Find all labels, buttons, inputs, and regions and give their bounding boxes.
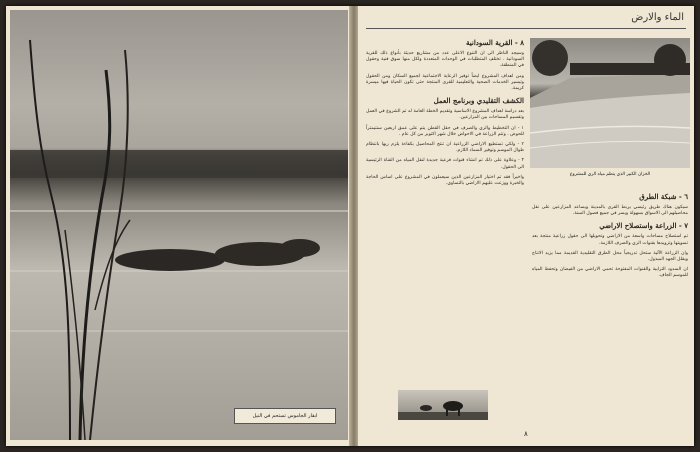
header-rule [366,28,686,29]
magazine-spread [6,6,694,446]
section-title-roads: ٦ - شبكة الطرق [639,192,688,201]
paragraph: سيكون هناك طريق رئيسي يربط القرى بالمدينة ويساعد المزارعين على نقل محاصيلهم الى الاسواق بسهولة ويسر في جميع فصول السنة. [532,205,688,217]
paragraph: ومن اهداف المشروع ايضاً توفير الرعاية الاجتماعية لجميع السكان ومن الحقول وتيسير الخدمات الصحية والتعليمية للقرى المنتجة حتى تكون الحياة فيها ميسرة كريمة. [366,73,524,92]
paragraph: ان السدود الترابية والقنوات المفتوحة تحمي الاراضي من الفيضان وتحفظ المياه للموسم الجاف. [532,267,688,279]
section-title-village: ٨ - القرية السودانية [466,38,524,47]
page-header: الماء والارض [631,12,684,23]
plowing-photo [398,390,488,420]
text-column-right [532,188,688,428]
paragraph: وسيجد الناظر الى ان التنوع الاعلى عدد من مشاريع حديثة بأنواع ذلك للقرية السودانية . تختلف المتطلبات في الوحدات المتعددة ولكل منها سوق فنية وحقول في المنطقة. [366,51,524,69]
paragraph: ٣ - وعلاوة على ذلك تم انشاء قنوات فرعية جديدة لنقل المياه من القناة الرئيسية الى الحقول. [366,158,524,170]
right-page [358,6,694,446]
photo-caption: ابقار الجاموس تستحم في النيل [234,408,336,424]
text-column-left [366,34,524,424]
paragraph: واخيراً فقد تم اختيار المزارعين الذين سيعملون في المشروع على اساس الحاجة والخبرة ووزعت عليهم الاراضي بالتساوي. [366,174,524,187]
paragraph: تم استصلاح مساحات واسعة من الاراضي وتحويلها الى حقول زراعية منتجة بعد تسويتها وتزويدها بقنوات الري والصرف اللازمة. [532,234,688,246]
left-page [6,6,352,446]
section-title-agriculture: ٧ - الزراعة واستصلاح الاراضي [599,221,688,231]
reeds-illustration [10,10,348,440]
river-buffalo-photo [10,10,348,440]
paragraph: بعد دراسة اهداف المشروع الاساسية وتقديم الخطة العامة له تم الشروع في العمل وتقسيم المساحات بين المزارعين. [366,109,524,121]
paragraph: وان الزراعة الآلية ستحل تدريجياً محل الطرق التقليدية القديمة مما يزيد الانتاج ويقلل الجهد المبذول. [532,250,688,263]
paragraph: ٢ - ولكي تستطيع الاراضي الزراعية ان تنتج المحاصيل بكفاءة يلزم ريها بانتظام طوال الموسم وتوفير السماد اللازم. [366,142,524,154]
canal-caption: الخزان الكبير الذي ينظم مياه الري للمشروع [569,172,651,177]
section-title-survey: الكشف التقليدي وبرنامج العمل [433,96,524,106]
paragraph: ١ - ان التخطيط والري والصرف في حقل القطن يتم على عمق اربعين سنتيمتراً للحوض . وتتم الزراعة في الاحواض خلال شهر اكتوبر من كل عام . [366,125,524,137]
page-number: ٨ [524,430,528,438]
canal-photo [530,38,690,168]
